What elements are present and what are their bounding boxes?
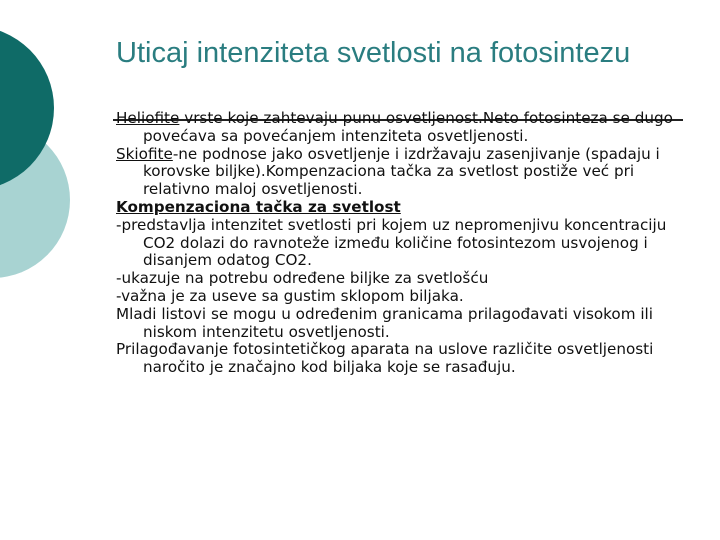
paragraph-adaptation: Prilagođavanje fotosintetičkog aparata na uslove različite osvetljenosti naročito je značajno kod biljaka koje se rasađuju. — [116, 340, 654, 377]
term-skiofite: Skiofite — [116, 144, 173, 163]
paragraph-definition: -predstavlja intenzitet svetlosti pri kojem uz nepromenjivu koncentraciju CO2 dolazi do ravnoteže između količine fotosintezom usvojenog i disanjem odatog CO2. — [116, 215, 667, 270]
paragraph-compensation-heading — [116, 199, 701, 217]
term-heliofite: Heliofite — [116, 109, 180, 127]
decorative-circles — [0, 0, 120, 300]
slide-title: Uticaj intenziteta svetlosti na fotosintezu — [116, 37, 631, 69]
paragraph-heliofite — [116, 110, 701, 146]
paragraph-important-crops: -važna je za useve sa gustim sklopom biljaka. — [116, 286, 464, 305]
slide-body — [116, 110, 701, 377]
paragraph-skiofite — [116, 146, 701, 199]
heliofite-description: vrste koje zahtevaju punu osvetljenost.Neto fotosinteza se dugo povećava sa povećanjem intenziteta osvetljenosti. — [143, 109, 673, 145]
paragraph-young-leaves: Mladi listovi se mogu u određenim granicama prilagođavati visokom ili niskom intenzitetu osvetljenosti. — [116, 304, 653, 341]
skiofite-description: -ne podnose jako osvetljenje i izdržavaju zasenjivanje (spadaju i korovske biljke).Kompenzaciona tačka za svetlost postiže već pri relativno maloj osvetljenosti. — [143, 144, 660, 199]
term-compensation-point: Kompenzaciona tačka za svetlost — [116, 197, 401, 216]
paragraph-indicates-need: -ukazuje na potrebu određene biljke za svetlošću — [116, 269, 489, 288]
